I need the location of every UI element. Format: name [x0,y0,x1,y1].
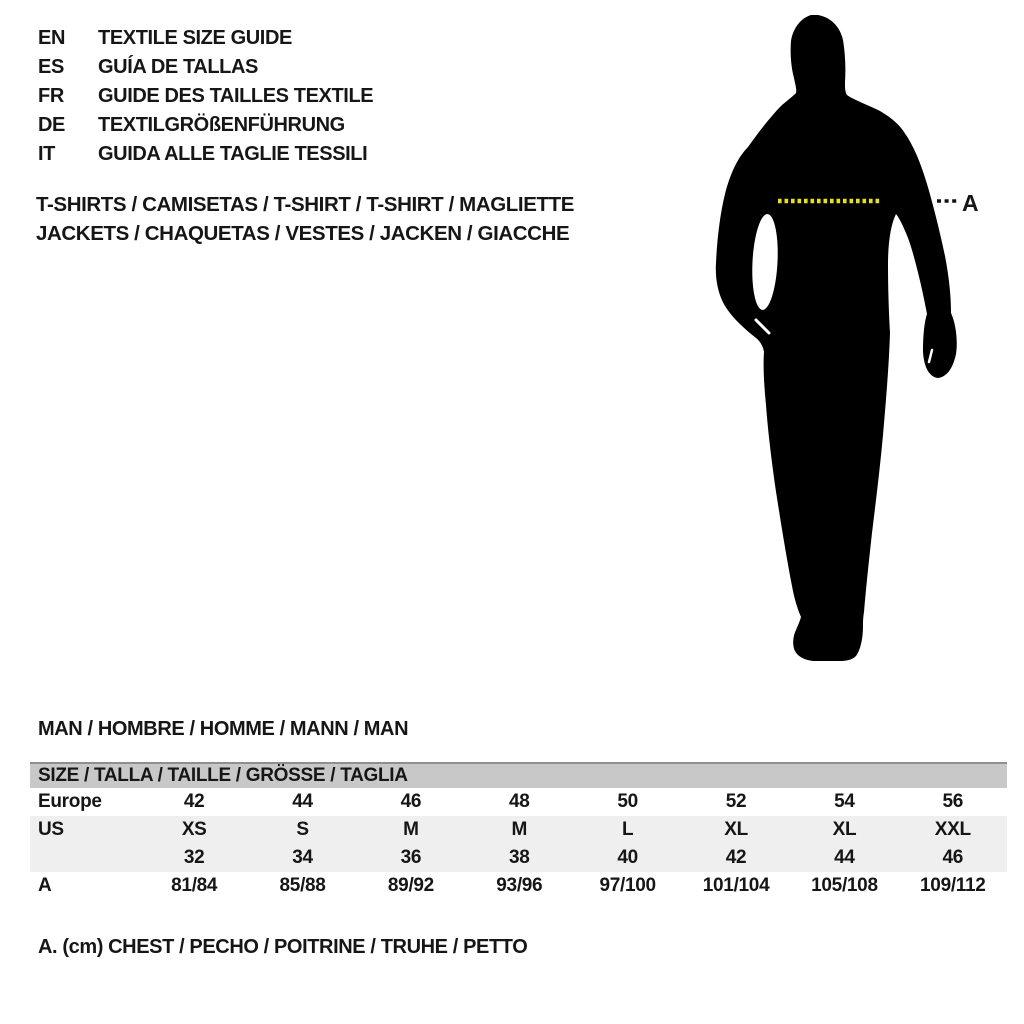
table-row-numeric [30,844,1007,872]
size-cell: 89/92 [387,875,434,896]
size-cell: 50 [617,791,638,812]
measure-a-label: A [962,190,979,216]
size-cell: 81/84 [171,875,218,896]
size-cell: 38 [509,847,530,868]
language-row [38,53,373,82]
table-row-us [30,816,1007,844]
silhouette-body-path [716,15,957,661]
language-title-list [38,24,373,169]
section-title-man: MAN / HOMBRE / HOMME / MANN / MAN [38,718,409,740]
language-title: GUÍA DE TALLAS [98,56,258,78]
measurement-footnote: A. (cm) CHEST / PECHO / POITRINE / TRUHE / PETTO [38,936,528,958]
size-cell: 42 [725,847,747,868]
row-label: A [38,875,52,896]
size-cell: 109/112 [920,875,986,896]
size-cell: 36 [400,847,422,868]
size-cell: S [296,819,309,840]
size-cell: 34 [292,847,313,868]
size-cell: XXL [934,819,971,840]
garment-line-tshirts: T-SHIRTS / CAMISETAS / T-SHIRT / T-SHIRT / MAGLIETTE [36,193,575,216]
man-silhouette-svg [660,0,1020,680]
language-title: GUIDE DES TAILLES TEXTILE [98,85,374,107]
size-cell: 48 [509,791,530,812]
size-cell: 56 [942,791,964,812]
size-cell: 97/100 [599,875,656,896]
language-code: ES [38,56,64,78]
size-cell: 46 [942,847,964,868]
language-row [38,140,373,169]
size-cell: 44 [834,847,855,868]
row-label [30,844,140,872]
size-table-header-label: SIZE / TALLA / TAILLE / GRÖSSE / TAGLIA [38,765,408,786]
language-code: IT [38,143,55,165]
size-cell: 54 [834,791,855,812]
size-cell: 32 [183,847,205,868]
man-silhouette-figure [660,0,1020,680]
language-title: TEXTILE SIZE GUIDE [98,27,292,49]
language-title: GUIDA ALLE TAGLIE TESSILI [98,143,368,165]
table-row-europe [30,788,1007,816]
size-cell: L [622,819,634,840]
language-code: FR [38,85,64,107]
garment-line-jackets: JACKETS / CHAQUETAS / VESTES / JACKEN / GIACCHE [36,222,570,245]
size-table-header [30,762,1007,788]
size-cell: 40 [617,847,638,868]
size-cell: XL [724,819,748,840]
row-label: US [38,819,64,840]
size-cell: 42 [183,791,205,812]
row-label: Europe [38,791,102,812]
size-cell: M [511,819,528,840]
table-row-chest-cm [30,872,1007,900]
size-cell: 44 [292,791,313,812]
language-row [38,111,373,140]
size-cell: M [403,819,419,840]
language-code: DE [38,114,65,136]
size-cell: 105/108 [811,875,878,896]
size-table [30,762,1007,900]
size-cell: 52 [725,791,747,812]
size-cell: 46 [400,791,422,812]
size-cell: XS [181,819,207,840]
language-row [38,24,373,53]
size-cell: 101/104 [702,875,770,896]
size-cell: 85/88 [279,875,326,896]
language-title: TEXTILGRÖßENFÜHRUNG [98,114,345,136]
language-code: EN [38,27,65,49]
size-cell: XL [832,819,857,840]
size-cell: 93/96 [496,875,543,896]
language-row [38,82,373,111]
garment-type-lines [36,190,574,248]
